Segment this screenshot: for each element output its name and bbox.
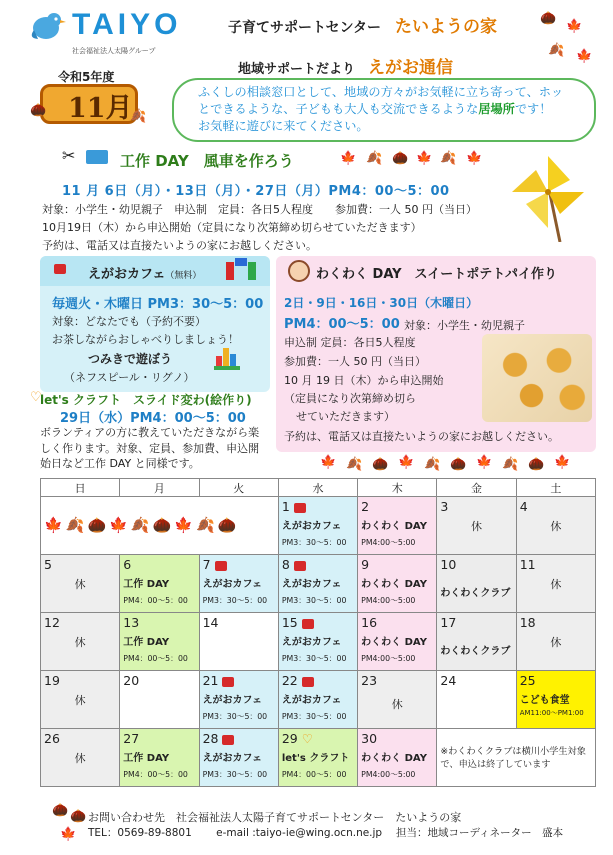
event-time: PM3：30～5：00 — [202, 770, 268, 779]
event-time: PM3：30～5：00 — [281, 712, 347, 721]
cup-icon — [302, 677, 314, 687]
acorn-icon: 🌰 — [87, 516, 107, 534]
calendar-note-cell — [437, 729, 596, 787]
club-note: ※わくわくクラブは横川小学生対象で、申込は終了しています — [440, 745, 586, 770]
newsletter-name: 地域サポートだより えがお通信 — [238, 58, 454, 78]
cup-icon — [54, 262, 66, 275]
event-name: えがおカフェ — [281, 695, 342, 706]
acorn-icon: 🌰 — [70, 809, 87, 824]
calendar-day — [199, 613, 278, 671]
date-number: 30 — [361, 731, 378, 746]
calendar-day — [437, 613, 516, 671]
event-name: えがおカフェ — [281, 637, 342, 648]
date-number: 16 — [361, 615, 378, 630]
ginkgo-leaf-icon: 🍂 — [65, 516, 85, 534]
calendar-day — [199, 555, 278, 613]
event-time: PM4:00～5:00 — [361, 538, 416, 547]
event-name: わくわく DAY — [361, 753, 427, 764]
closed-label: 休 — [550, 520, 562, 533]
date-number: 21 — [203, 673, 275, 688]
day-header-fri: 金 — [437, 479, 516, 497]
calendar-day — [278, 671, 357, 729]
event-time: PM4：00～5：00 — [123, 654, 188, 663]
calendar-day — [199, 671, 278, 729]
calendar-day — [41, 613, 120, 671]
craft-registration: 10月19日（木）から申込開始（定員になり次第締め切らせていただきます） — [42, 221, 422, 234]
date-number: 25 — [519, 673, 536, 688]
event-name: えがおカフェ — [202, 753, 263, 764]
closed-label: 休 — [74, 578, 86, 591]
event-time: PM3：30～5：00 — [202, 596, 268, 605]
logo-subtitle: 社会福祉法人太陽グループ — [72, 47, 156, 55]
day-header-mon: 月 — [120, 479, 199, 497]
acorn-icon: 🌰 — [450, 457, 467, 472]
calendar-day — [516, 497, 595, 555]
event-name: えがおカフェ — [202, 579, 263, 590]
acorn-icon: 🌰 — [392, 151, 409, 166]
block-tower-icon — [214, 346, 242, 370]
date-number: 7 — [203, 557, 275, 572]
sweet-potato-pie-photo — [482, 334, 592, 422]
maple-leaf-icon: 🍁 — [398, 455, 415, 470]
cafe-hours: 毎週火・木曜日 PM3：30～5：00 — [52, 297, 264, 312]
blocks-play-subtitle: （ネフスピール・リグノ） — [64, 371, 195, 384]
date-number: 1 — [282, 499, 354, 514]
cafe-title: えがおカフェ（無料） — [88, 267, 202, 282]
ginkgo-leaf-icon: 🍂 — [440, 151, 457, 166]
waku-day-title: わくわく DAY スイートポテトパイ作り — [316, 267, 558, 282]
maple-leaf-icon: 🍁 — [340, 151, 357, 166]
calendar-day — [278, 497, 357, 555]
contact-organization: お問い合わせ先 社会福祉法人太陽子育てサポートセンター たいようの家 — [88, 811, 462, 824]
calendar-header-row — [41, 479, 596, 497]
date-number: 10 — [440, 557, 457, 572]
closed-label: 休 — [391, 698, 403, 711]
event-name: わくわくクラブ — [440, 588, 511, 599]
bird-logo-icon — [28, 8, 66, 44]
calendar-day — [120, 671, 199, 729]
contact-details — [88, 825, 563, 840]
contact-phone: TEL：0569-89-8801 — [88, 827, 192, 839]
contact-email: e-mail :taiyo-ie@wing.ocn.ne.jp — [216, 827, 383, 839]
date-number: 9 — [361, 557, 370, 572]
date-number: 22 — [282, 673, 354, 688]
event-time: PM4:00～5:00 — [361, 596, 416, 605]
calendar-day — [120, 613, 199, 671]
maple-leaf-icon: 🍁 — [566, 19, 583, 34]
craft-day-title: 工作 DAY 風車を作ろう — [120, 152, 294, 170]
chestnut-icon: 🌰 — [30, 103, 47, 118]
maple-leaf-icon: 🍁 — [466, 151, 483, 166]
fiscal-year: 令和5年度 — [58, 70, 115, 84]
month-label: 11月 — [68, 93, 133, 124]
date-number: 18 — [519, 615, 536, 630]
craft-reservation: 予約は、電話又は直接たいようの家にお越しください。 — [42, 239, 317, 252]
child-avatar-icon — [288, 260, 310, 282]
lets-craft-title: let's クラフト スライド変わ(絵作り) — [40, 393, 252, 407]
ginkgo-leaf-icon: 🍂 — [130, 516, 150, 534]
craft-eligibility: 対象：小学生・幼児親子 申込制 定員：各日5人程度 参加費：一人 50 円（当日） — [42, 203, 477, 216]
calendar-day — [278, 729, 357, 787]
waku-day-capacity: 申込制 定員：各日5人程度 — [284, 336, 416, 349]
calendar-day — [516, 671, 595, 729]
heart-icon: ♡ — [301, 731, 313, 746]
ginkgo-leaf-icon: 🍂 — [424, 457, 441, 472]
ginkgo-leaf-icon: 🍂 — [502, 457, 519, 472]
ginkgo-leaf-icon: 🍂 — [548, 43, 565, 58]
ginkgo-leaf-icon: 🍂 — [366, 151, 383, 166]
date-number: 28 — [203, 731, 275, 746]
event-name: えがおカフェ — [281, 579, 342, 590]
event-time: PM3：30～5：00 — [281, 538, 347, 547]
calendar-leaves-cell — [41, 497, 279, 555]
event-calendar — [40, 478, 596, 787]
waku-day-time: PM4：00～5：00 — [284, 317, 400, 332]
event-name: 工作 DAY — [123, 637, 170, 648]
calendar-week — [41, 729, 596, 787]
event-name: わくわく DAY — [361, 637, 427, 648]
calendar-day — [120, 729, 199, 787]
calendar-week — [41, 555, 596, 613]
date-number: 15 — [282, 615, 354, 630]
waku-day-dates: 2日・9日・16日・30日（木曜日） — [284, 296, 479, 310]
event-name: let's クラフト — [281, 753, 350, 764]
toy-blocks-icon — [226, 258, 256, 282]
craft-tools-icon: ✂ — [62, 146, 76, 165]
date-number: 3 — [440, 499, 449, 514]
calendar-day — [120, 555, 199, 613]
date-number: 11 — [519, 557, 536, 572]
event-time: PM4:00～5:00 — [361, 770, 416, 779]
closed-label: 休 — [550, 578, 562, 591]
closed-label: 休 — [471, 520, 483, 533]
calendar-day — [41, 671, 120, 729]
event-time: AM11:00～PM1:00 — [519, 709, 584, 717]
date-number: 17 — [440, 615, 457, 630]
event-time: PM4:00～5:00 — [361, 654, 416, 663]
date-number: 19 — [44, 673, 60, 688]
event-time: PM3：30～5：00 — [281, 596, 347, 605]
acorn-icon: 🌰 — [52, 803, 69, 818]
logo-text: TAIYO — [72, 8, 182, 41]
waku-day-limit-note-2: せていただきます） — [296, 410, 395, 423]
date-number: 27 — [123, 731, 140, 746]
day-header-wed: 水 — [278, 479, 357, 497]
lets-craft-description: ボランティアの方に教えていただきながら楽しく作ります。対象、定員、参加費、申込開始日など工作 DAY と同様です。 — [40, 426, 260, 470]
day-header-sat: 土 — [516, 479, 595, 497]
day-header-sun: 日 — [41, 479, 120, 497]
day-header-tue: 火 — [199, 479, 278, 497]
lets-craft-time: 29日（水）PM4：00～5：00 — [60, 411, 246, 426]
waku-day-fee: 参加費：一人 50 円（当日） — [284, 355, 426, 368]
event-time: PM3：30～5：00 — [202, 712, 268, 721]
event-name: わくわく DAY — [361, 521, 427, 532]
event-name: えがおカフェ — [281, 521, 342, 532]
cup-icon — [222, 735, 234, 745]
persimmon-icon: 🍂 — [130, 109, 147, 124]
maple-leaf-icon: 🍁 — [60, 827, 77, 842]
date-number: 6 — [123, 557, 132, 572]
day-header-thu: 木 — [358, 479, 437, 497]
event-name: 工作 DAY — [123, 753, 170, 764]
calendar-day — [199, 729, 278, 787]
waku-day-eligibility: 対象：小学生・幼児親子 — [404, 319, 525, 332]
date-number: 8 — [282, 557, 354, 572]
craft-dates: 11 月 6日（月）・13日（月）・27日（月）PM4：00～5：00 — [62, 184, 450, 199]
maple-leaf-icon: 🍁 — [174, 516, 193, 534]
closed-label: 休 — [74, 636, 86, 649]
date-number: 20 — [123, 673, 140, 688]
calendar-day — [41, 555, 120, 613]
center-name: 子育てサポートセンター たいようの家 — [228, 17, 498, 37]
event-time: PM4：00～5：00 — [281, 770, 347, 779]
closed-label: 休 — [74, 694, 86, 707]
waku-day-limit-note: （定員になり次第締め切ら — [284, 392, 416, 405]
heart-icon: ♡ — [30, 390, 42, 405]
maple-leaf-icon: 🍁 — [576, 49, 593, 64]
event-time: PM4：00～5：00 — [123, 596, 188, 605]
date-number: 5 — [44, 557, 52, 572]
maple-leaf-icon: 🍁 — [109, 516, 128, 534]
calendar-day — [516, 613, 595, 671]
closed-label: 休 — [74, 752, 86, 765]
event-name: わくわくクラブ — [440, 646, 511, 657]
maple-leaf-icon: 🍁 — [416, 151, 433, 166]
date-number: 24 — [440, 673, 457, 688]
cup-icon — [302, 619, 314, 629]
calendar-day — [516, 555, 595, 613]
event-name: こども食堂 — [519, 695, 570, 706]
waku-day-registration: 10 月 19 日（木）から申込開始 — [284, 374, 444, 387]
cup-icon — [294, 561, 306, 571]
event-name: わくわく DAY — [361, 579, 427, 590]
waku-day-reservation: 予約は、電話又は直接たいようの家にお越しください。 — [284, 430, 559, 443]
blocks-play-title: つみきで遊ぼう — [88, 352, 173, 366]
calendar-day — [278, 555, 357, 613]
calendar-day — [437, 555, 516, 613]
calendar-day — [437, 671, 516, 729]
cafe-description: お茶しながらおしゃべりしましょう！ — [52, 333, 239, 346]
acorn-icon: 🌰 — [372, 457, 389, 472]
event-name: えがおカフェ — [202, 695, 263, 706]
date-number: 23 — [361, 673, 378, 688]
calendar-day — [41, 729, 120, 787]
calendar-day — [358, 613, 437, 671]
cup-icon — [215, 561, 227, 571]
date-number: 29 ♡ — [281, 731, 313, 746]
date-number: 14 — [202, 615, 219, 630]
calendar-day — [358, 729, 437, 787]
event-time: PM4：00～5：00 — [123, 770, 188, 779]
ginkgo-leaf-icon: 🍂 — [196, 516, 215, 534]
cup-icon — [294, 503, 306, 513]
maple-leaf-icon: 🍁 — [476, 455, 493, 470]
intro-message: ふくしの相談窓口として、地域の方々がお気軽に立ち寄って、ホッ とできるような、子どもも大人も交流できるような居場所です！ お気軽に遊びに来てください。 — [172, 78, 596, 142]
calendar-week — [41, 671, 596, 729]
pinwheel-icon — [508, 150, 588, 242]
calendar-day — [437, 497, 516, 555]
date-number: 12 — [44, 615, 60, 630]
maple-leaf-icon: 🍁 — [320, 455, 337, 470]
ginkgo-leaf-icon: 🍂 — [346, 457, 363, 472]
date-number: 26 — [44, 731, 60, 746]
event-time: PM3：30～5：00 — [281, 654, 347, 663]
ruler-icon — [86, 150, 108, 164]
contact-staff: 担当：地域コーディネーター 盛本 — [395, 827, 564, 839]
calendar-day — [278, 613, 357, 671]
calendar-day — [358, 497, 437, 555]
date-number: 13 — [123, 615, 140, 630]
event-name: 工作 DAY — [123, 579, 170, 590]
cup-icon — [222, 677, 234, 687]
acorn-icon: 🌰 — [528, 457, 545, 472]
calendar-week — [41, 497, 596, 555]
calendar-day — [358, 671, 437, 729]
closed-label: 休 — [550, 636, 562, 649]
acorn-icon: 🌰 — [540, 11, 557, 26]
date-number: 4 — [519, 499, 528, 514]
acorn-icon: 🌰 — [217, 516, 237, 534]
maple-leaf-icon: 🍁 — [554, 455, 571, 470]
date-number: 2 — [361, 499, 370, 514]
calendar-week — [41, 613, 596, 671]
calendar-day — [358, 555, 437, 613]
maple-leaf-icon: 🍁 — [44, 516, 63, 534]
acorn-icon: 🌰 — [152, 516, 172, 534]
cafe-eligibility: 対象：どなたでも（予約不要） — [52, 315, 206, 328]
